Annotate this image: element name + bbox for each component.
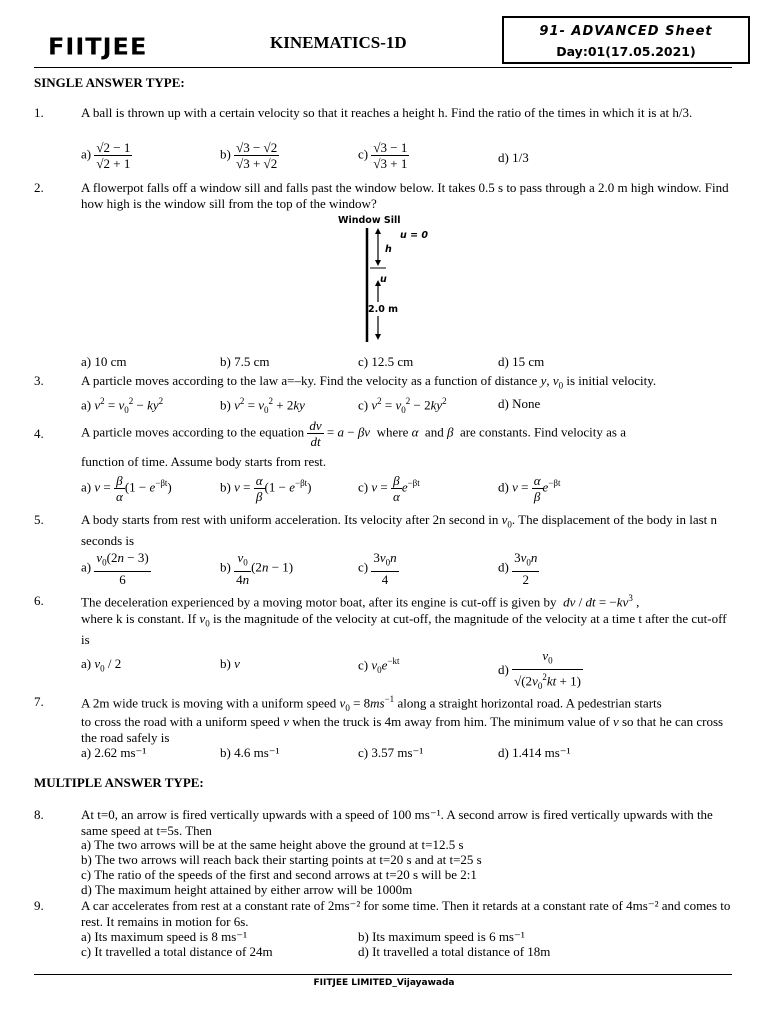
q5-option-c: c) $\frac{3v_0n}{4}$ <box>358 550 397 587</box>
q6-text-line2: where k is constant. If $v_0$ is the magnitude of the velocity at cut-off, the magnitude of the velocity at a time t after the cut-off is <box>81 611 727 647</box>
q2-number: 2. <box>34 180 44 195</box>
q9-option-a: a) Its maximum speed is 8 ms⁻¹ <box>81 929 248 944</box>
q9-option-c: c) It travelled a total distance of 24m <box>81 944 273 959</box>
sheet-info-box <box>502 16 750 64</box>
fig-u0-label: u = 0 <box>400 230 428 241</box>
q9-option-b: b) Its maximum speed is 6 ms⁻¹ <box>358 929 525 944</box>
q8-option-c: c) The ratio of the speeds of the first and second arrows at t=20 s will be 2:1 <box>81 867 477 882</box>
q2-option-c: c) 12.5 cm <box>358 354 414 369</box>
header-rule <box>34 67 732 68</box>
fig-u-label: u <box>380 274 387 285</box>
sheet-label: 91- ADVANCED Sheet <box>539 24 713 39</box>
q1-option-c: c) $\frac{√3 - 1}{√3 + 1}$ <box>358 140 408 171</box>
q4-text: A particle moves according to the equation $\frac{dv}{dt}$ = a − βv where α and β are constants. Find velocity as a <box>81 418 627 449</box>
q7-option-c: c) 3.57 ms⁻¹ <box>358 745 424 760</box>
q3-option-d: d) None <box>498 396 541 411</box>
fig-window-sill-label: Window Sill <box>338 215 401 226</box>
q1-number: 1. <box>34 105 44 120</box>
page-title: KINEMATICS-1D <box>270 33 407 52</box>
q5-option-a: a) $\frac{v_0(2n - 3)}{6}$ <box>81 550 149 587</box>
q8-text: At t=0, an arrow is fired vertically upwards with a speed of 100 ms⁻¹. A second arrow is fired vertically upwards with the same speed at t=5s. Then <box>81 807 713 838</box>
q1-option-a: a) $\frac{√2 - 1}{√2 + 1}$ <box>81 140 131 171</box>
q4-option-a: a) v = $\frac{\beta}{\alpha}$ $(1 - e^{-\beta t})$ <box>81 473 172 504</box>
q3-text: A particle moves according to the law a=–ky. Find the velocity as a function of distance y, $v_0$ is initial velocity. <box>81 373 657 391</box>
q3-option-a: a) $v^2 = v_0^2 - ky^2$ <box>81 396 164 415</box>
q6-option-d: d) $\frac{v_0}{√(2v_0^2kt + 1)}$ <box>498 648 581 691</box>
q9-option-d: d) It travelled a total distance of 18m <box>358 944 551 959</box>
fig-h-label: h <box>385 244 392 255</box>
q6-text: The deceleration experienced by a moving motor boat, after its engine is cut-off is given by dv / dt = $-kv^3$ , <box>81 593 640 610</box>
window-sill-figure <box>330 212 440 347</box>
fiitjee-logo: FIITJEE <box>48 33 148 61</box>
q2-text: A flowerpot falls off a window sill and falls past the window below. It takes 0.5 s to pass through a 2.0 m high window. Find how high is the window sill from the top of the window? <box>81 180 729 211</box>
q2-option-a: a) 10 cm <box>81 354 127 369</box>
q9-text: A car accelerates from rest at a constant rate of 2ms⁻² for some time. Then it retards at a constant rate of 4ms⁻² and comes to rest. It remains in motion for 6s. <box>81 898 731 929</box>
q4-number: 4. <box>34 426 44 441</box>
q8-option-b: b) The two arrows will reach back their starting points at t=20 s and at t=25 s <box>81 852 482 867</box>
q6-number: 6. <box>34 593 44 608</box>
q6-option-a: a) $v_0 / 2$ <box>81 656 122 674</box>
q7-text: A 2m wide truck is moving with a uniform speed $v_0 = 8ms^{-1}$ along a straight horizontal road. A pedestrian starts <box>81 694 662 713</box>
q3-option-c: c) $v^2 = v_0^2 - 2ky^2$ <box>358 396 447 415</box>
q3-option-b: b) $v^2 = v_0^2 + 2ky$ <box>220 396 305 415</box>
q1-option-d: d) 1/3 <box>498 150 529 165</box>
q3-number: 3. <box>34 373 44 388</box>
q4-option-d: d) v = $\frac{\alpha}{\beta}$ $e^{-\beta t}$ <box>498 473 561 504</box>
footer-text: FIITJEE LIMITED_Vijayawada <box>313 978 455 988</box>
q5-option-b: b) $\frac{v_0}{4n}$ (2n − 1) <box>220 550 294 587</box>
footer-rule <box>34 974 732 975</box>
q8-number: 8. <box>34 807 44 822</box>
q7-number: 7. <box>34 694 44 709</box>
q6-option-b: b) v <box>220 656 240 671</box>
sheet-day: Day:01(17.05.2021) <box>556 44 696 59</box>
fig-2m-label: 2.0 m <box>368 304 399 315</box>
q4-option-c: c) v = $\frac{\beta}{\alpha}$ $e^{-\beta t}$ <box>358 473 420 504</box>
q2-option-d: d) 15 cm <box>498 354 545 369</box>
q9-number: 9. <box>34 898 44 913</box>
q6-option-c: c) $v_0e^{-kt}$ <box>358 656 400 675</box>
section-single-answer: SINGLE ANSWER TYPE: <box>34 75 185 90</box>
q5-number: 5. <box>34 512 44 527</box>
q4-text-line2: function of time. Assume body starts from rest. <box>81 454 327 469</box>
q7-option-b: b) 4.6 ms⁻¹ <box>220 745 280 760</box>
q5-text: A body starts from rest with uniform acceleration. Its velocity after 2n second in $v_0$. The displacement of the body in last n seconds is <box>81 512 718 548</box>
q8-option-a: a) The two arrows will be at the same height above the ground at t=12.5 s <box>81 837 464 852</box>
q8-option-d: d) The maximum height attained by either arrow will be 1000m <box>81 882 413 897</box>
q7-text-line2: to cross the road with a uniform speed v when the truck is 4m away from him. The minimum value of v so that he can cross the road safely is <box>81 714 724 745</box>
q7-option-d: d) 1.414 ms⁻¹ <box>498 745 571 760</box>
q1-text: A ball is thrown up with a certain velocity so that it reaches a height h. Find the ratio of the times in which it is at h/3. <box>81 105 693 120</box>
q4-option-b: b) v = $\frac{\alpha}{\beta}$ $(1 - e^{-\beta t})$ <box>220 473 312 504</box>
q2-option-b: b) 7.5 cm <box>220 354 270 369</box>
q5-option-d: d) $\frac{3v_0n}{2}$ <box>498 550 538 587</box>
q1-option-b: b) $\frac{√3 - √2}{√3 + √2}$ <box>220 140 278 171</box>
section-multiple-answer: MULTIPLE ANSWER TYPE: <box>34 775 204 790</box>
q7-option-a: a) 2.62 ms⁻¹ <box>81 745 147 760</box>
